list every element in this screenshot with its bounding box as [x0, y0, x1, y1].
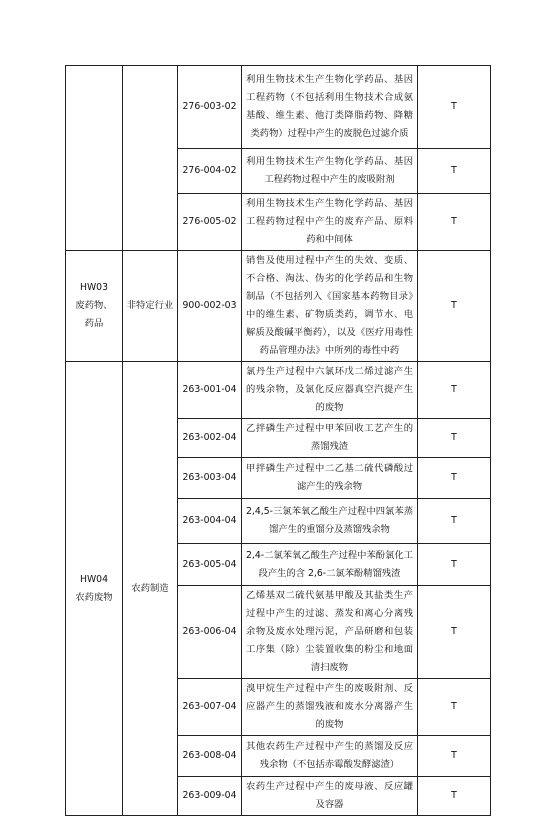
- waste-code: 276-003-02: [178, 66, 242, 149]
- category-name: 废药物、: [75, 300, 113, 311]
- hazard-characteristic: T: [418, 194, 491, 251]
- waste-description: 氯丹生产过程中六氯环戊二烯过滤产生的残余物，及氯化反应器真空汽提产生的废物: [242, 362, 418, 419]
- waste-code: 900-002-03: [178, 251, 242, 362]
- waste-description: 甲拌磷生产过程中二乙基二硫代磷酸过滤产生的残余物: [242, 458, 418, 499]
- waste-description: 乙拌磷生产过程中甲苯回收工艺产生的蒸馏残渣: [242, 419, 418, 458]
- waste-code: 263-004-04: [178, 499, 242, 544]
- hazard-characteristic: T: [418, 149, 491, 194]
- hazard-characteristic: T: [418, 66, 491, 149]
- hazard-characteristic: T: [418, 679, 491, 736]
- waste-description: 其他农药生产过程中产生的蒸馏及反应残余物（不包括赤霉酸发酵滤渣）: [242, 736, 418, 777]
- waste-code: 263-002-04: [178, 419, 242, 458]
- waste-code: 263-008-04: [178, 736, 242, 777]
- industry-source: 非特定行业: [123, 251, 178, 362]
- hazardous-waste-table: [65, 65, 491, 816]
- table-row: [66, 66, 491, 149]
- table-row: [66, 251, 491, 362]
- waste-description: 利用生物技术生产生物化学药品、基因工程药物（不包括利用生物技术合成氨基酸、维生素、他汀类降脂药物、降糖类药物）过程中产生的废脱色过滤介质: [242, 66, 418, 149]
- hazard-characteristic: T: [418, 251, 491, 362]
- hazard-characteristic: T: [418, 458, 491, 499]
- waste-description: 农药生产过程中产生的废母液、反应罐及容器: [242, 777, 418, 816]
- hazard-characteristic: T: [418, 362, 491, 419]
- waste-code: 276-004-02: [178, 149, 242, 194]
- hazard-characteristic: T: [418, 586, 491, 679]
- industry-source: 农药制造: [123, 362, 178, 816]
- waste-code: 263-006-04: [178, 586, 242, 679]
- table-row: [66, 362, 491, 419]
- industry-cell-continued: [123, 66, 178, 251]
- hazard-characteristic: T: [418, 499, 491, 544]
- hazard-characteristic: T: [418, 777, 491, 816]
- waste-description: 利用生物技术生产生物化学药品、基因工程药物过程中产生的废弃产品、原料药和中间体: [242, 194, 418, 251]
- waste-description: 溴甲烷生产过程中产生的废吸附剂、反应器产生的蒸馏残液和废水分离器产生的废物: [242, 679, 418, 736]
- waste-code: 263-001-04: [178, 362, 242, 419]
- waste-code: 263-005-04: [178, 544, 242, 586]
- waste-code: 263-009-04: [178, 777, 242, 816]
- hazard-characteristic: T: [418, 544, 491, 586]
- waste-code: 263-003-04: [178, 458, 242, 499]
- waste-description: 2,4-二氯苯氧乙酸生产过程中苯酚氯化工段产生的含 2,6-二氯苯酚精馏残渣: [242, 544, 418, 586]
- hazard-characteristic: T: [418, 419, 491, 458]
- waste-category: [66, 362, 123, 816]
- waste-description: 利用生物技术生产生物化学药品、基因工程药物过程中产生的废吸附剂: [242, 149, 418, 194]
- category-code: HW03: [79, 282, 108, 293]
- hazard-characteristic: T: [418, 736, 491, 777]
- category-name: 药品: [84, 318, 104, 329]
- waste-code: 276-005-02: [178, 194, 242, 251]
- waste-code: 263-007-04: [178, 679, 242, 736]
- waste-description: 2,4,5-三氯苯氧乙酸生产过程中四氯苯蒸馏产生的重馏分及蒸馏残余物: [242, 499, 418, 544]
- waste-category: [66, 251, 123, 362]
- category-cell-continued: [66, 66, 123, 251]
- category-name: 农药废物: [75, 591, 113, 603]
- waste-description: 乙烯基双二硫代氨基甲酸及其盐类生产过程中产生的过滤、蒸发和离心分离残余物及废水处理污泥，产品研磨和包装工序集（除）尘装置收集的粉尘和地面清扫废物: [242, 586, 418, 679]
- waste-description: 销售及使用过程中产生的失效、变质、不合格、淘汰、伪劣的化学药品和生物制品（不包括列入《国家基本药物目录》中的维生素、矿物质类药，调节水、电解质及酸碱平衡药），以及《医疗用毒性药品管理办法》中所列的毒性中药: [242, 251, 418, 362]
- category-code: HW04: [79, 573, 108, 585]
